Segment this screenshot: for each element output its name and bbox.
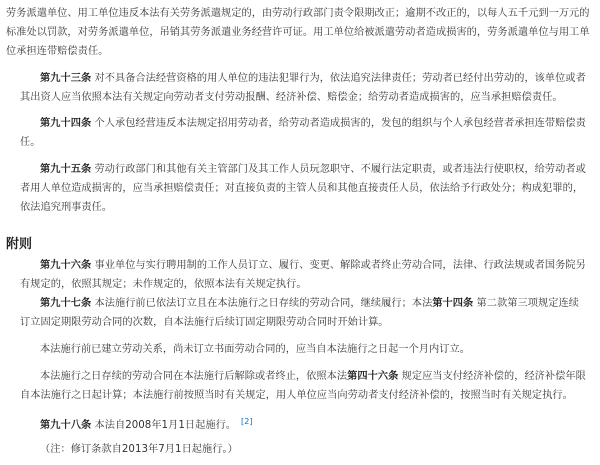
article-text: 对不具备合法经营资格的用人单位的违法犯罪行为，依法追究法律责任；劳动者已经付出劳动的，该单位或者其出资人应当依照本法有关规定向劳动者支付劳动报酬、经济补偿、赔偿金；给劳动者造成损害的，应当承担赔偿责任。 xyxy=(20,73,586,103)
article-93 xyxy=(20,69,588,107)
article-label: 第九十八条 xyxy=(40,420,92,431)
paragraph-intro xyxy=(6,4,592,61)
paragraph-97c xyxy=(20,367,588,405)
paragraph-text: 本法施行之日存续的劳动合同在本法施行后解除或者终止，依照本法 xyxy=(40,371,348,382)
paragraph-text: 本法施行前已建立劳动关系，尚未订立书面劳动合同的，应当自本法施行之日起一个月内订立。 xyxy=(40,344,470,355)
paragraph-text: 劳务派遣单位、用工单位违反本法有关劳务派遣规定的，由劳动行政部门责令限期改正；逾期不改正的，以每人五千元到一万元的标准处以罚款，对劳务派遣单位，吊销其劳务派遣业务经营许可证。用工单位给被派遣劳动者造成损害的，劳务派遣单位与用工单位承担连带赔偿责任。 xyxy=(6,8,590,57)
article-text: 本法自2008年1月1日起施行。 xyxy=(91,420,237,431)
article-label: 第九十四条 xyxy=(40,118,92,129)
article-text: 第二款第三项规定连续订立固定期限劳动合同的次数，自本法施行后续订固定期限劳动合同时开始计算。 xyxy=(20,298,579,328)
article-text: 事业单位与实行聘用制的工作人员订立、履行、变更、解除或者终止劳动合同，法律、行政法规或者国务院另有规定的，依照其规定；未作规定的，依照本法有关规定执行。 xyxy=(20,260,586,290)
article-94 xyxy=(20,114,588,152)
article-reference: 第四十六条 xyxy=(347,371,399,382)
article-label: 第九十六条 xyxy=(40,260,92,271)
article-label: 第九十五条 xyxy=(40,164,92,175)
paragraph-text: 规定应当支付经济补偿的，经济补偿年限自本法施行之日起计算；本法施行前按照当时有关规定，用人单位应当向劳动者支付经济补偿的，按照当时有关规定执行。 xyxy=(20,371,586,401)
article-97 xyxy=(20,294,588,332)
paragraph-97b xyxy=(20,340,588,359)
article-label: 第九十七条 xyxy=(40,298,92,309)
article-95 xyxy=(20,160,588,217)
reference-link[interactable]: [2] xyxy=(241,417,253,426)
article-text: 劳动行政部门和其他有关主管部门及其工作人员玩忽职守、不履行法定职责，或者违法行使职权，给劳动者或者用人单位造成损害的，应当承担赔偿责任；对直接负责的主管人员和其他直接责任人员，依法给予行政处分；构成犯罪的，依法追究刑事责任。 xyxy=(20,164,586,213)
paragraph-text: （注：修订条款自2013年7月1日起施行。） xyxy=(40,444,238,455)
article-text: 本法施行前已依法订立且在本法施行之日存续的劳动合同，继续履行；本法 xyxy=(91,298,433,309)
article-label: 第九十三条 xyxy=(40,73,92,84)
article-96 xyxy=(20,256,588,294)
article-98 xyxy=(20,412,588,435)
article-text: 个人承包经营违反本法规定招用劳动者，给劳动者造成损害的，发包的组织与个人承包经营者承担连带赔偿责任。 xyxy=(20,118,586,148)
paragraph-note xyxy=(20,440,588,459)
section-heading-appendix: 附则 xyxy=(6,237,33,252)
article-reference: 第十四条 xyxy=(432,298,474,309)
